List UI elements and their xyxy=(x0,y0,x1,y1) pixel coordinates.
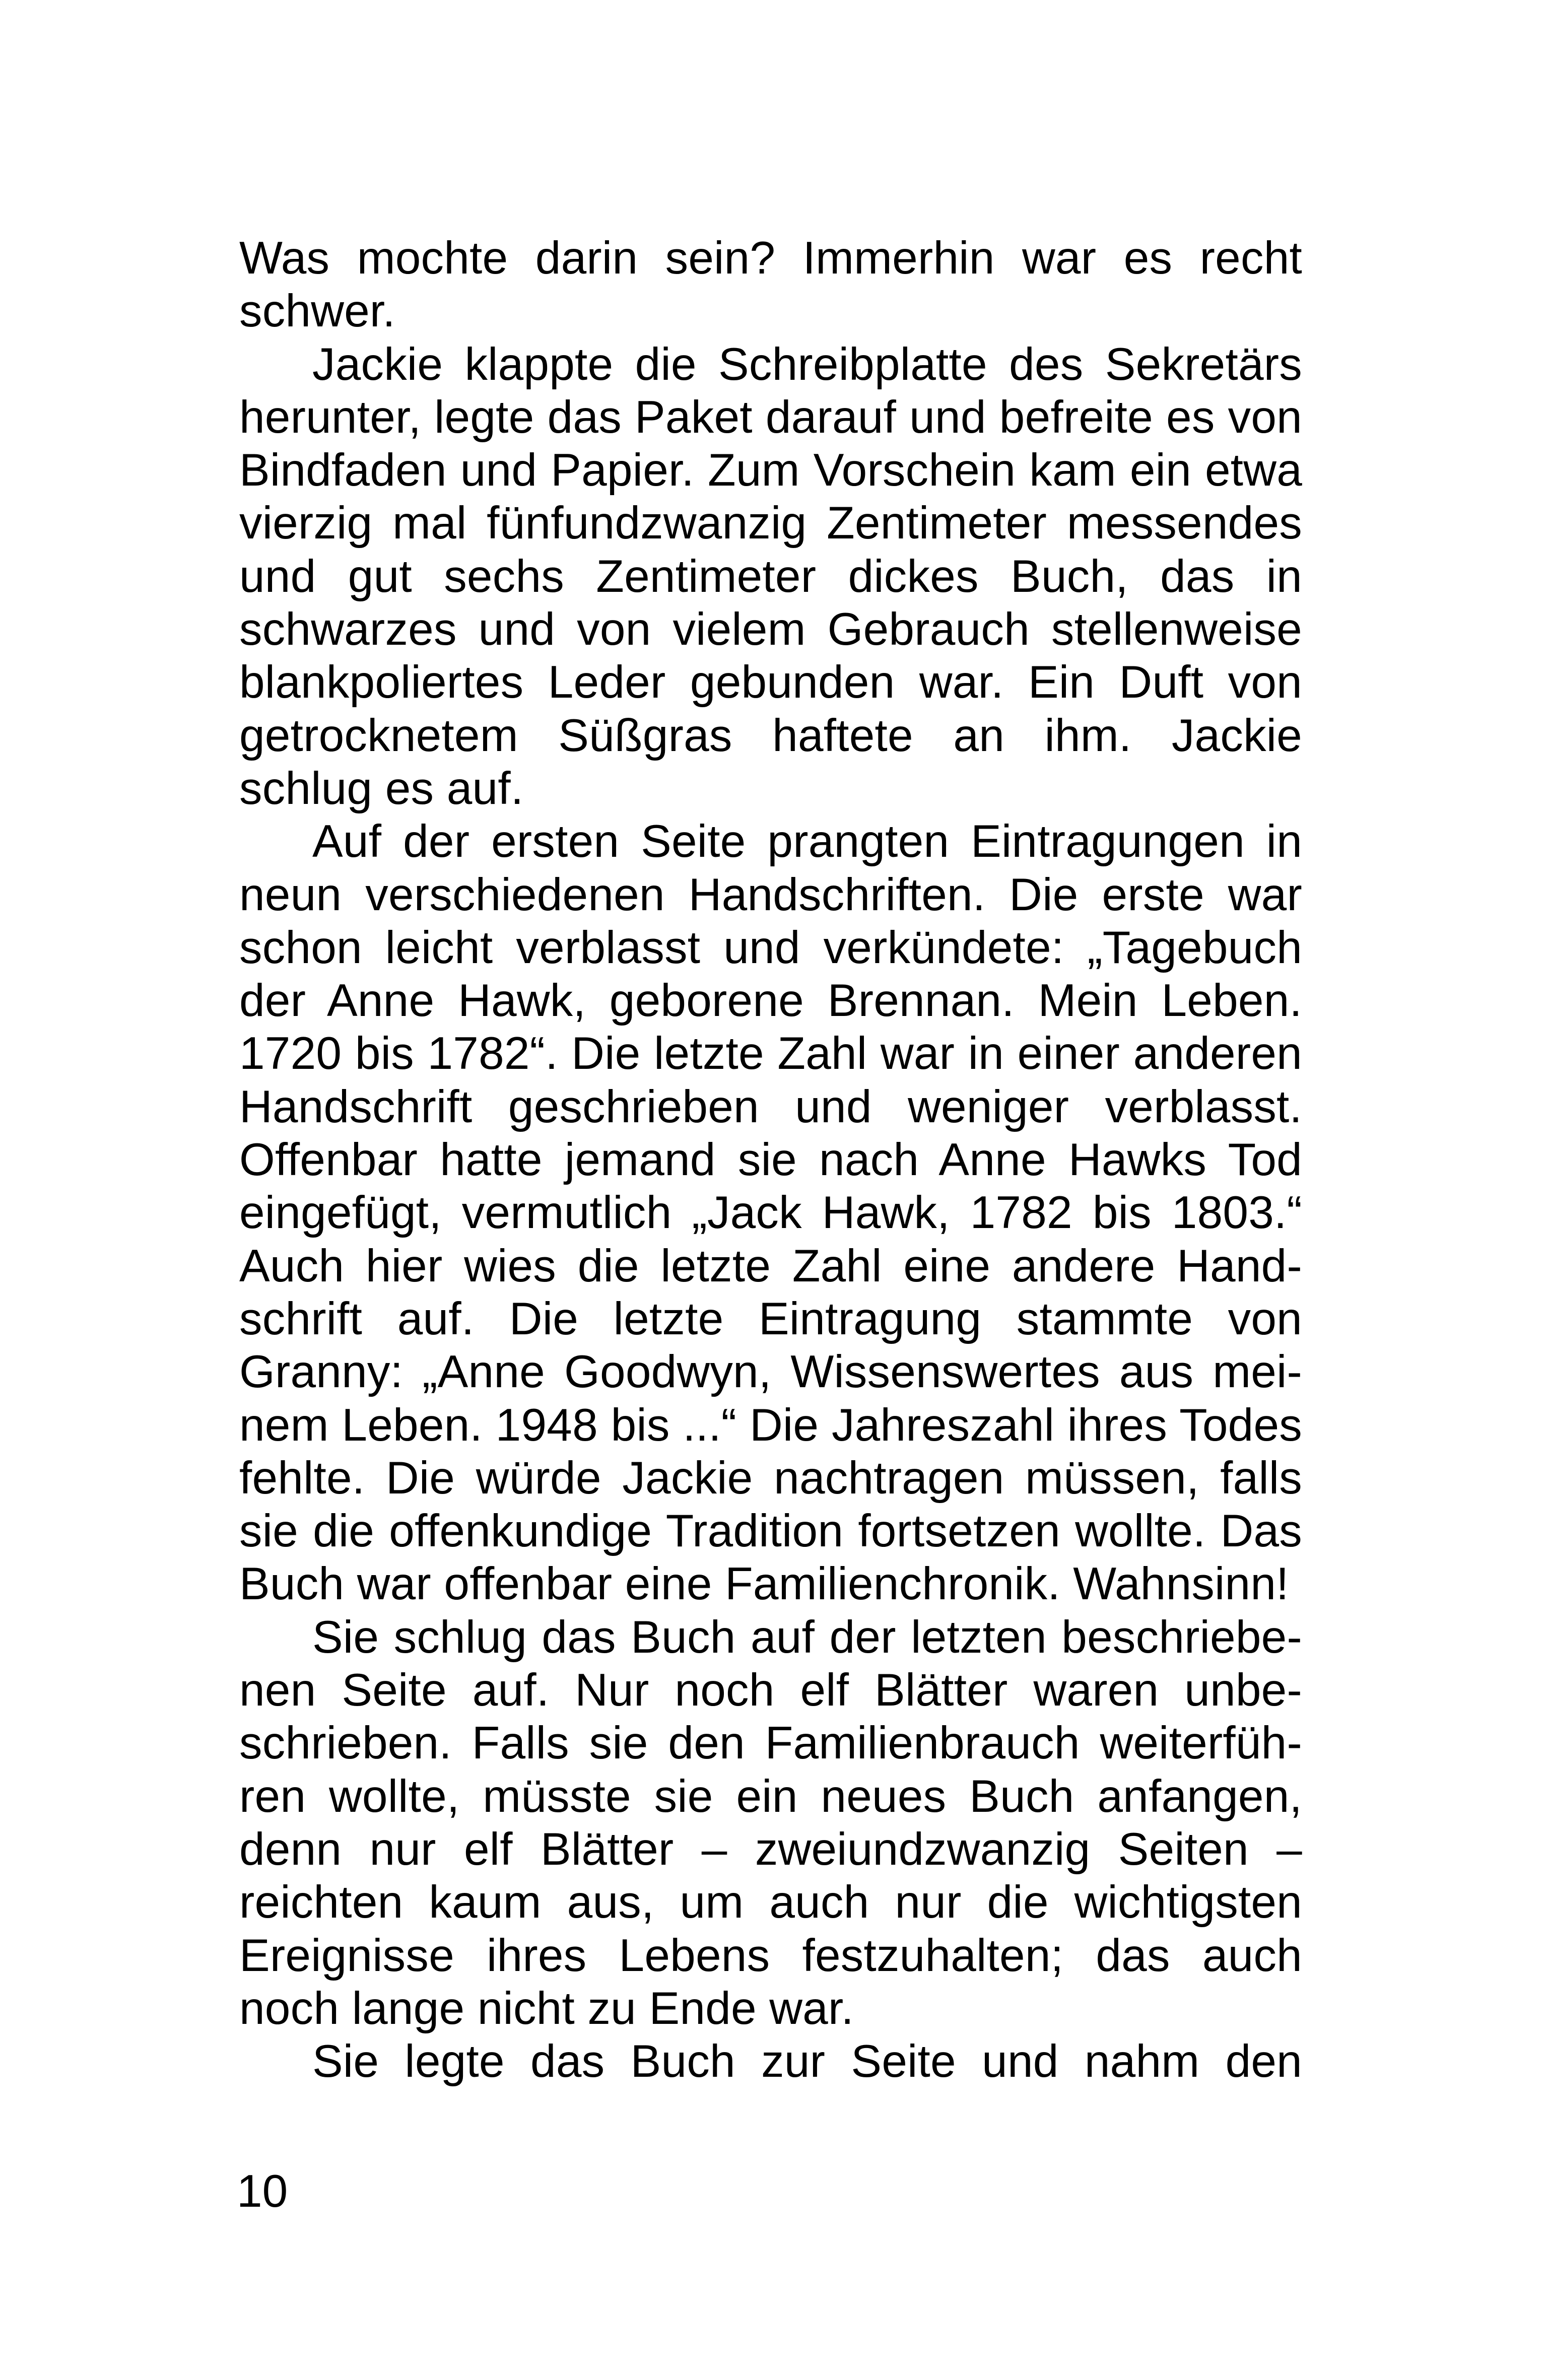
text-line: Sie schlug das Buch auf der letzten beschriebe- xyxy=(312,1611,1302,1663)
text-line: Ereignisse ihres Lebens festzuhalten; das auch xyxy=(239,1930,1302,1981)
text-line: schlug es auf. xyxy=(239,763,524,814)
text-line: blankpoliertes Leder gebunden war. Ein Duft von xyxy=(239,657,1302,708)
text-line: und gut sechs Zentimeter dickes Buch, das in xyxy=(239,551,1302,602)
text-line: eingefügt, vermutlich „Jack Hawk, 1782 bis 1803.“ xyxy=(239,1187,1302,1239)
text-line: Sie legte das Buch zur Seite und nahm den xyxy=(312,2036,1302,2087)
text-line: nen Seite auf. Nur noch elf Blätter waren unbe- xyxy=(239,1665,1302,1716)
text-line: Handschrift geschrieben und weniger verblasst. xyxy=(239,1081,1302,1132)
text-line: nem Leben. 1948 bis ...“ Die Jahreszahl ihres Todes xyxy=(239,1399,1302,1451)
text-line: Granny: „Anne Goodwyn, Wissenswertes aus mei- xyxy=(239,1346,1302,1398)
text-line: 1720 bis 1782“. Die letzte Zahl war in einer anderen xyxy=(239,1028,1302,1079)
text-line: Offenbar hatte jemand sie nach Anne Hawks Tod xyxy=(239,1134,1302,1186)
text-line: ren wollte, müsste sie ein neues Buch anfangen, xyxy=(239,1771,1302,1822)
text-line: fehlte. Die würde Jackie nachtragen müssen, falls xyxy=(239,1452,1302,1504)
text-line: getrocknetem Süßgras haftete an ihm. Jackie xyxy=(239,710,1302,761)
text-line: schrieben. Falls sie den Familienbrauch weiterfüh- xyxy=(239,1718,1302,1769)
text-line: schwarzes und von vielem Gebrauch stellenweise xyxy=(239,604,1302,655)
text-line: sie die offenkundige Tradition fortsetzen wollte. Das xyxy=(239,1506,1302,1557)
text-line: Buch war offenbar eine Familienchronik. Wahnsinn! xyxy=(239,1558,1289,1610)
text-line: Jackie klappte die Schreibplatte des Sekretärs xyxy=(312,338,1302,390)
text-line: Auch hier wies die letzte Zahl eine andere Hand- xyxy=(239,1240,1302,1291)
body-text xyxy=(239,232,1302,2088)
text-line: neun verschiedenen Handschriften. Die erste war xyxy=(239,869,1302,920)
text-line: herunter, legte das Paket darauf und befreite es von xyxy=(239,391,1302,443)
text-line: noch lange nicht zu Ende war. xyxy=(239,1983,854,2034)
text-line: schon leicht verblasst und verkündete: „Tagebuch xyxy=(239,922,1302,973)
page-number: 10 xyxy=(237,2166,288,2217)
text-line: Was mochte darin sein? Immerhin war es recht xyxy=(239,233,1302,284)
text-line: denn nur elf Blätter – zweiundzwanzig Seiten – xyxy=(239,1823,1302,1875)
text-line: vierzig mal fünfundzwanzig Zentimeter messendes xyxy=(239,498,1302,549)
text-line: der Anne Hawk, geborene Brennan. Mein Leben. xyxy=(239,975,1302,1027)
text-line: reichten kaum aus, um auch nur die wichtigsten xyxy=(239,1877,1302,1928)
text-line: Auf der ersten Seite prangten Eintragungen in xyxy=(312,816,1302,867)
text-line: schwer. xyxy=(239,286,395,337)
text-line: schrift auf. Die letzte Eintragung stammte von xyxy=(239,1293,1302,1344)
text-line: Bindfaden und Papier. Zum Vorschein kam ein etwa xyxy=(239,445,1302,496)
